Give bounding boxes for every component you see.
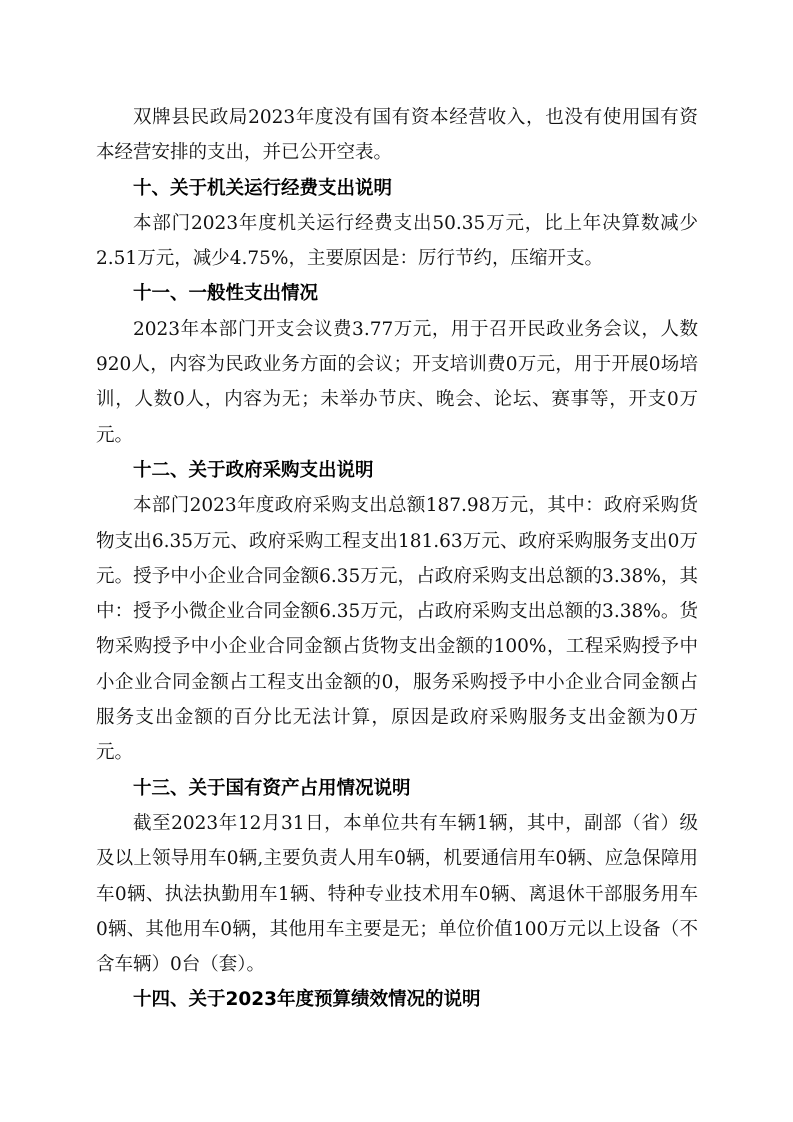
paragraph-state-assets: 截至2023年12月31日，本单位共有车辆1辆，其中，副部（省）级及以上领导用车0辆,主要负责人用车0辆，机要通信用车0辆、应急保障用车0辆、执法执勤用车1辆、特种专业技术用车0辆、离退休干部服务用车0辆、其他用车0辆，其他用车主要是无；单位价值100万元以上设备（不含车辆）0台（套）。 bbox=[96, 812, 698, 976]
paragraph-general-expenses: 2023年本部门开支会议费3.77万元，用于召开民政业务会议，人数920人，内容为民政业务方面的会议；开支培训费0万元，用于开展0场培训，人数0人，内容为无；未举办节庆、晚会、论坛、赛事等，开支0万元。 bbox=[96, 318, 698, 446]
heading-section-14: 十四、关于2023年度预算绩效情况的说明 bbox=[133, 989, 481, 1011]
heading-section-13: 十三、关于国有资产占用情况说明 bbox=[133, 777, 411, 799]
document-page bbox=[96, 100, 698, 1018]
paragraph-operating-expenses: 本部门2023年度机关运行经费支出50.35万元，比上年决算数减少2.51万元，减少4.75%，主要原因是：厉行节约，压缩开支。 bbox=[96, 212, 698, 270]
heading-section-11: 十一、一般性支出情况 bbox=[133, 283, 319, 305]
paragraph-state-capital-budget: 双牌县民政局2023年度没有国有资本经营收入，也没有使用国有资本经营安排的支出，并已公开空表。 bbox=[96, 107, 698, 164]
paragraph-government-procurement: 本部门2023年度政府采购支出总额187.98万元，其中：政府采购货物支出6.35万元、政府采购工程支出181.63万元、政府采购服务支出0万元。授予中小企业合同金额6.35万元，占政府采购支出总额的3.38%，其中：授予小微企业合同金额6.35万元，占政府采购支出总额的3.38%。货物采购授予中小企业合同金额占货物支出金额的100%，工程采购授予中小企业合同金额占工程支出金额的0，服务采购授予中小企业合同金额占服务支出金额的百分比无法计算，原因是政府采购服务支出金额为0万元。 bbox=[96, 495, 698, 764]
heading-section-10: 十、关于机关运行经费支出说明 bbox=[133, 177, 393, 199]
heading-section-12: 十二、关于政府采购支出说明 bbox=[133, 459, 374, 481]
